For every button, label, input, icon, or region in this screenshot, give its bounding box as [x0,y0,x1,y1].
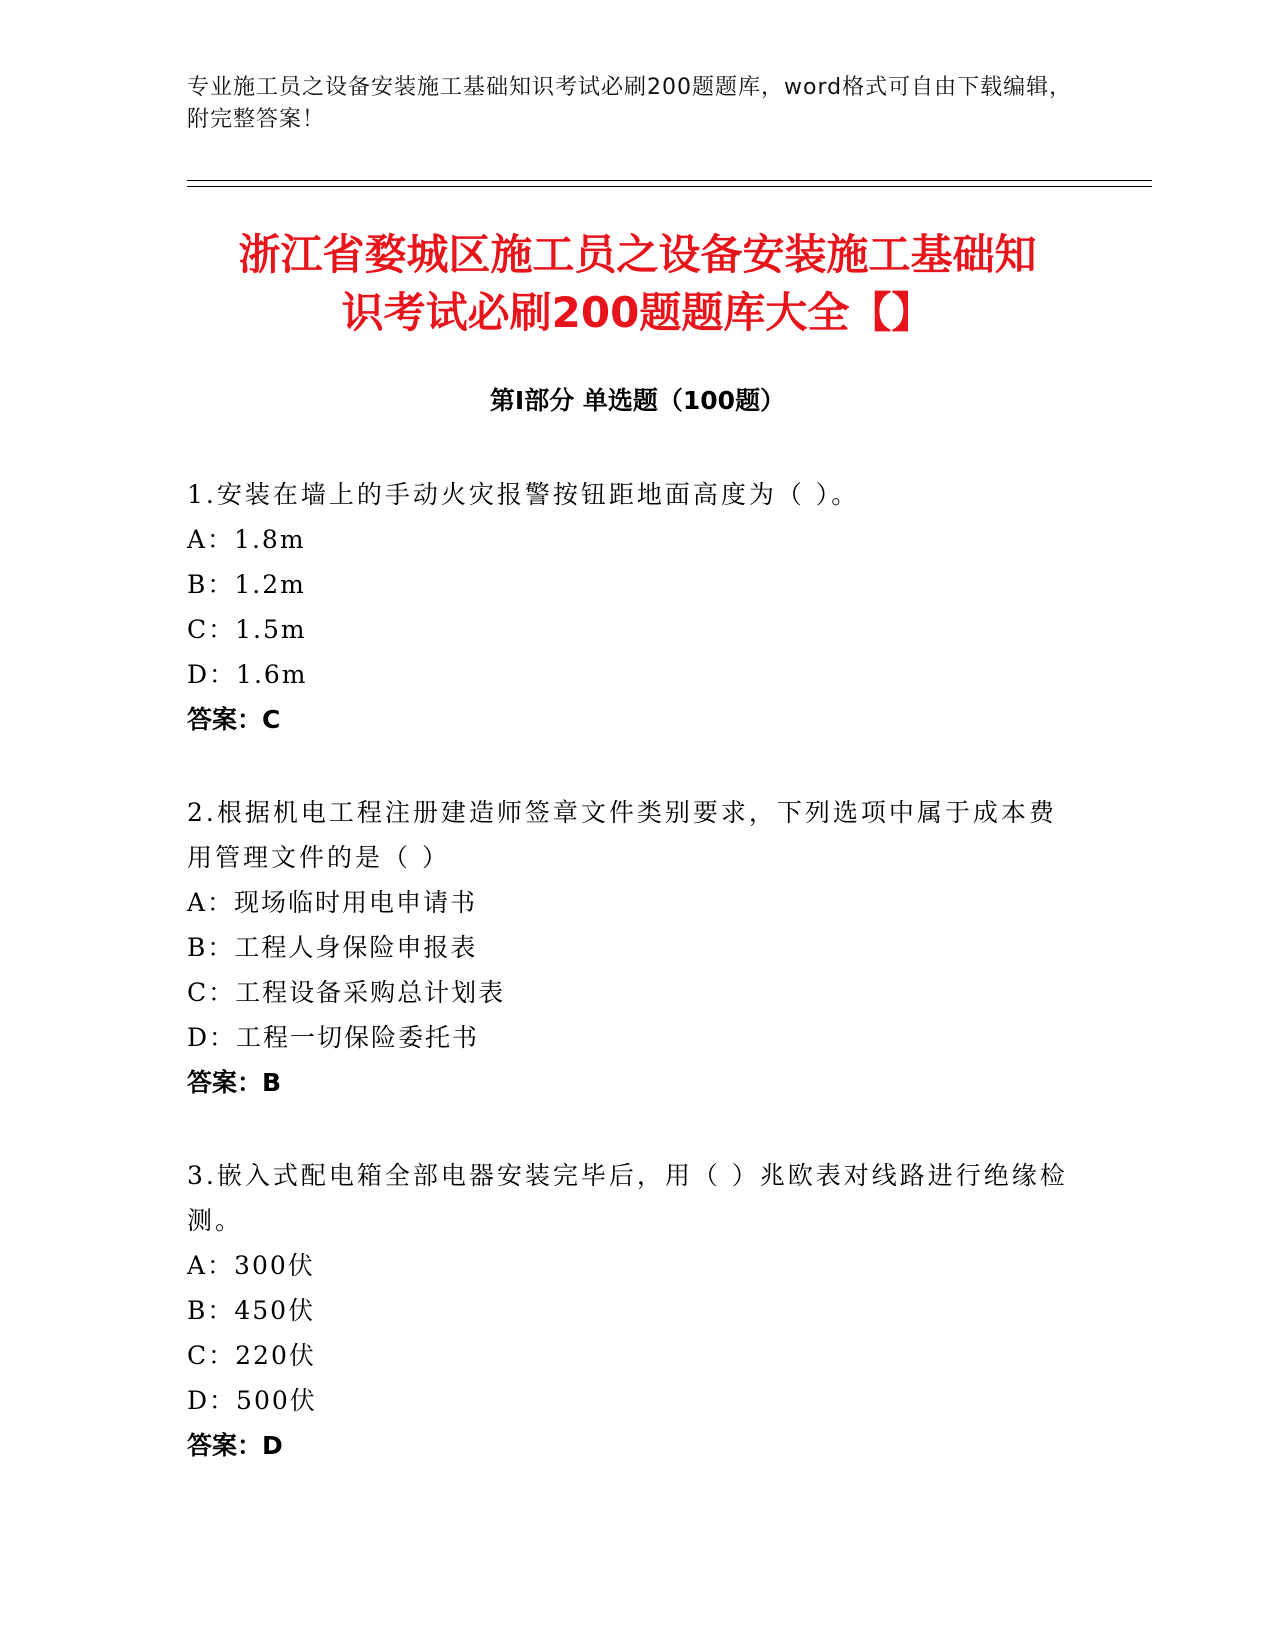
question-stem: 3.嵌入式配电箱全部电器安装完毕后，用（ ）兆欧表对线路进行绝缘检测。 [187,1161,1068,1235]
answer: 答案：B [187,1068,282,1097]
question-stem: 1.安装在墙上的手动火灾报警按钮距地面高度为（ ）。 [187,480,860,509]
option-c: C：220伏 [187,1341,316,1370]
option-b: B：1.2m [187,570,306,599]
question-2 [187,790,1077,1105]
option-b: B：工程人身保险申报表 [187,933,478,962]
option-a: A：300伏 [187,1251,315,1280]
document-title-line-2: 识考试必刷200题题库大全【】 [341,288,934,337]
option-b: B：450伏 [187,1296,316,1325]
option-d: D：工程一切保险委托书 [187,1023,480,1052]
question-stem: 2.根据机电工程注册建造师签章文件类别要求，下列选项中属于成本费用管理文件的是（ ） [187,798,1057,872]
answer: 答案：C [187,705,281,734]
header-note: 专业施工员之设备安装施工基础知识考试必刷200题题库，word格式可自由下载编辑，附完整答案！ [187,75,1073,132]
section-heading: 第I部分 单选题（100题） [489,386,786,415]
answer: 答案：D [187,1431,283,1460]
question-3 [187,1153,1077,1468]
document-title-line-1: 浙江省婺城区施工员之设备安装施工基础知 [238,230,1037,279]
option-c: C：工程设备采购总计划表 [187,978,506,1007]
option-c: C：1.5m [187,615,307,644]
option-d: D：1.6m [187,660,308,689]
header-divider-bottom [187,186,1152,187]
question-1 [187,472,1077,742]
option-d: D：500伏 [187,1386,317,1415]
option-a: A：现场临时用电申请书 [187,888,478,917]
document-title [0,226,1275,342]
option-a: A：1.8m [187,525,306,554]
header-divider-top [187,180,1152,181]
